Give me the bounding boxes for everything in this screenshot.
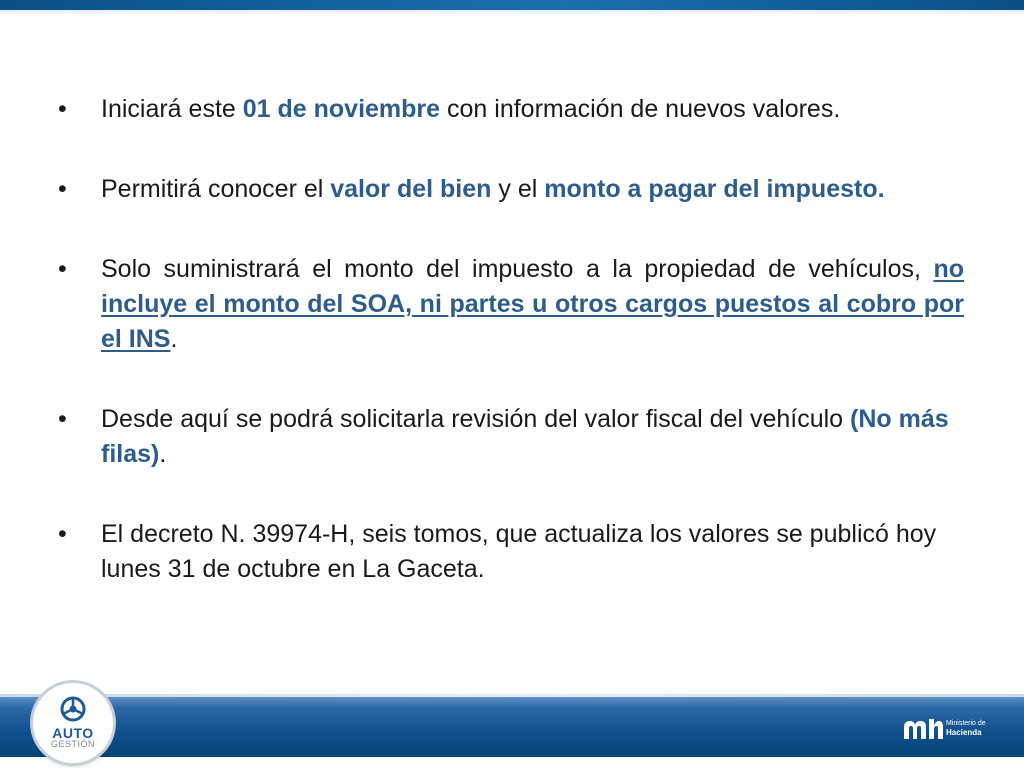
bullet-1-highlight-date: 01 de noviembre [242, 95, 441, 123]
top-bar-shadow [0, 10, 1024, 16]
bullet-3-text-2: . [170, 325, 178, 353]
top-bar [0, 0, 1024, 10]
ministry-name [946, 719, 992, 737]
bullet-1-text-1: Iniciará este [101, 95, 243, 123]
bullet-2 [58, 172, 964, 207]
bullet-3 [58, 252, 964, 357]
steering-wheel-icon [59, 695, 87, 723]
ministry-line-1: Ministerio de [946, 720, 986, 727]
bullet-4-text-1: Desde aquí se podrá solicitarla revisión del valor fiscal del vehículo [101, 405, 850, 433]
auto-logo-word: AUTO [52, 725, 94, 741]
bullet-4-text-2: . [159, 440, 167, 468]
ministerio-hacienda-logo [902, 713, 992, 745]
footer-bar [0, 697, 1024, 757]
ministry-line-2: Hacienda [946, 728, 982, 737]
bullet-1 [58, 92, 964, 127]
bullet-4-highlight-filas: (No más filas) [101, 405, 949, 468]
bullet-2-highlight-monto: monto a pagar del impuesto. [544, 175, 885, 203]
slide-content [58, 92, 964, 587]
mh-logo-mark-icon [902, 717, 944, 741]
bullet-4 [58, 402, 964, 472]
auto-logo-subword: GESTIÓN [50, 739, 95, 749]
bullet-2-highlight-valor: valor del bien [330, 175, 492, 203]
auto-gestion-logo[interactable] [33, 683, 113, 763]
bullet-3-text-1: Solo suministrará el monto del impuesto a la propiedad de vehículos, [101, 255, 934, 283]
bullet-3-highlight-soa: no incluye el monto del SOA, ni partes u otros cargos puestos al cobro por el INS [101, 255, 964, 353]
bullet-5-text-1: El decreto N. 39974-H, seis tomos, que actualiza los valores se publicó hoy lunes 31 de octubre en La Gaceta. [101, 520, 937, 583]
bullet-1-text-2: con información de nuevos valores. [440, 95, 841, 123]
footer-bottom-strip [0, 757, 1024, 768]
bullet-2-text-2: y el [491, 175, 545, 203]
bullet-2-text-1: Permitirá conocer el [101, 175, 331, 203]
bullet-list [58, 92, 964, 587]
bullet-5 [58, 517, 964, 587]
